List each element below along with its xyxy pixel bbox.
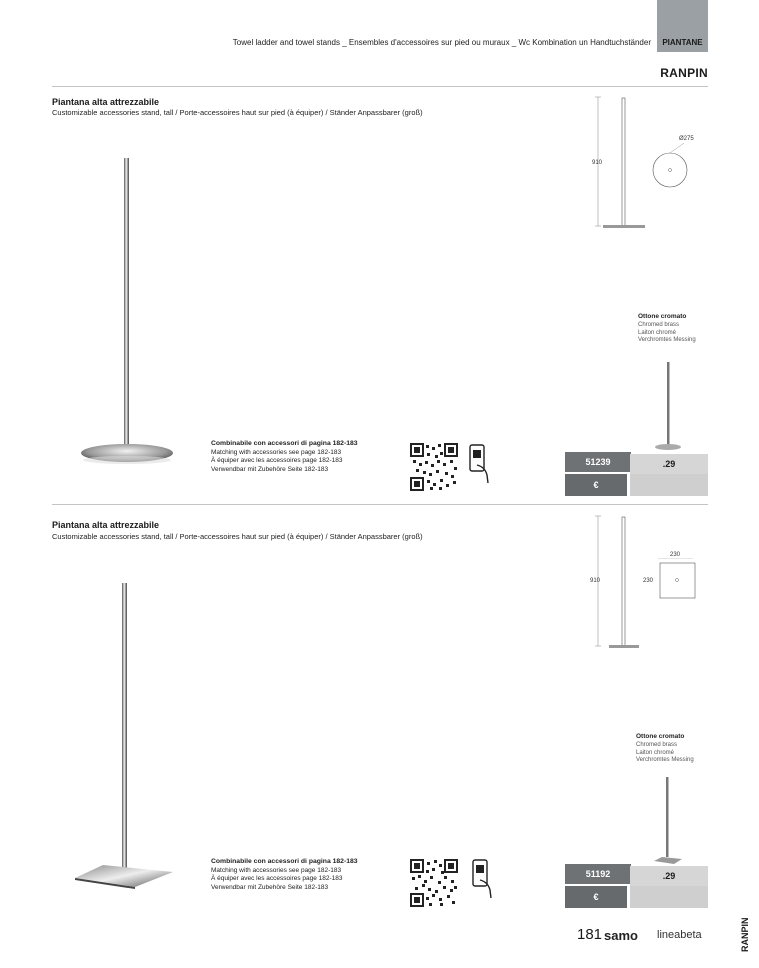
- brand-logo: samo: [604, 928, 638, 943]
- material-it: Ottone cromato: [636, 733, 685, 740]
- qr-code[interactable]: [410, 443, 458, 491]
- material-de: Verchromtes Messing: [638, 337, 696, 344]
- product-description: Customizable accessories stand, tall / Porte-accessoires haut sur pied (à équiper) / Ständer Anpassbarer (groß): [52, 108, 423, 117]
- page-number: 181: [577, 926, 603, 943]
- divider: [52, 504, 708, 505]
- height-dimension: 910: [592, 160, 603, 166]
- product-photo-square-stand: [65, 575, 185, 900]
- side-collection-label: RANPIN: [740, 917, 750, 952]
- base-depth-dimension: 230: [643, 578, 654, 584]
- technical-drawing-top: [650, 143, 700, 193]
- qr-code[interactable]: [410, 859, 458, 907]
- product-code: 51192: [565, 864, 631, 884]
- product-title: Piantana alta attrezzabile: [52, 520, 160, 530]
- currency-cell: [565, 474, 631, 496]
- product-photo-round-stand: [70, 150, 190, 470]
- material-fr: Laiton chromé: [636, 749, 675, 756]
- price-value-cell: [630, 474, 708, 496]
- combination-info: [211, 440, 358, 474]
- material-en: Chromed brass: [638, 321, 680, 328]
- breadcrumb: Towel ladder and towel stands _ Ensembles d'accessoires sur pied ou muraux _ Wc Kombination un Handtuchständer: [232, 38, 651, 47]
- product-description: Customizable accessories stand, tall / Porte-accessoires haut sur pied (à équiper) / Ständer Anpassbarer (groß): [52, 532, 423, 541]
- phone-scan-icon: [470, 858, 496, 900]
- combination-en: Matching with accessories see page 182-183: [211, 866, 342, 874]
- material-de: Verchromtes Messing: [636, 757, 694, 764]
- combination-fr: À équiper avec les accessoires page 182-183: [211, 875, 343, 882]
- product-thumbnail: [650, 775, 690, 867]
- currency: €: [565, 474, 627, 496]
- phone-scan-icon: [467, 443, 493, 485]
- height-dimension: 910: [590, 578, 601, 584]
- material-en: Chromed brass: [636, 741, 678, 748]
- section-tab[interactable]: [657, 0, 708, 52]
- combination-it: Combinabile con accessori di pagina 182-183: [211, 858, 358, 865]
- material-info: [636, 733, 694, 765]
- combination-en: Matching with accessories see page 182-183: [211, 448, 342, 456]
- material-fr: Laiton chromé: [638, 329, 677, 336]
- price-suffix: .29: [630, 454, 708, 474]
- product-title: Piantana alta attrezzabile: [52, 97, 160, 107]
- combination-fr: À équiper avec les accessoires page 182-183: [211, 457, 343, 464]
- brand-line: lineabeta: [657, 929, 702, 941]
- currency-cell: [565, 886, 631, 908]
- technical-drawing-top: [655, 558, 700, 603]
- combination-it: Combinabile con accessori di pagina 182-183: [211, 440, 358, 447]
- base-width-dimension: 230: [670, 552, 681, 558]
- combination-info: [211, 858, 358, 892]
- divider: [52, 86, 708, 87]
- currency: €: [565, 886, 627, 908]
- diameter-dimension: Ø275: [679, 136, 694, 142]
- collection-title: RANPIN: [660, 66, 708, 80]
- material-info: [638, 313, 696, 345]
- combination-de: Verwendbar mit Zubehöre Seite 182-183: [211, 883, 329, 891]
- material-it: Ottone cromato: [638, 313, 687, 320]
- price-value-cell: [630, 886, 708, 908]
- product-code: 51239: [565, 452, 631, 472]
- price-suffix: .29: [630, 866, 708, 886]
- combination-de: Verwendbar mit Zubehöre Seite 182-183: [211, 465, 329, 473]
- section-tab-label: PIANTANE: [662, 38, 703, 47]
- product-thumbnail: [650, 360, 690, 455]
